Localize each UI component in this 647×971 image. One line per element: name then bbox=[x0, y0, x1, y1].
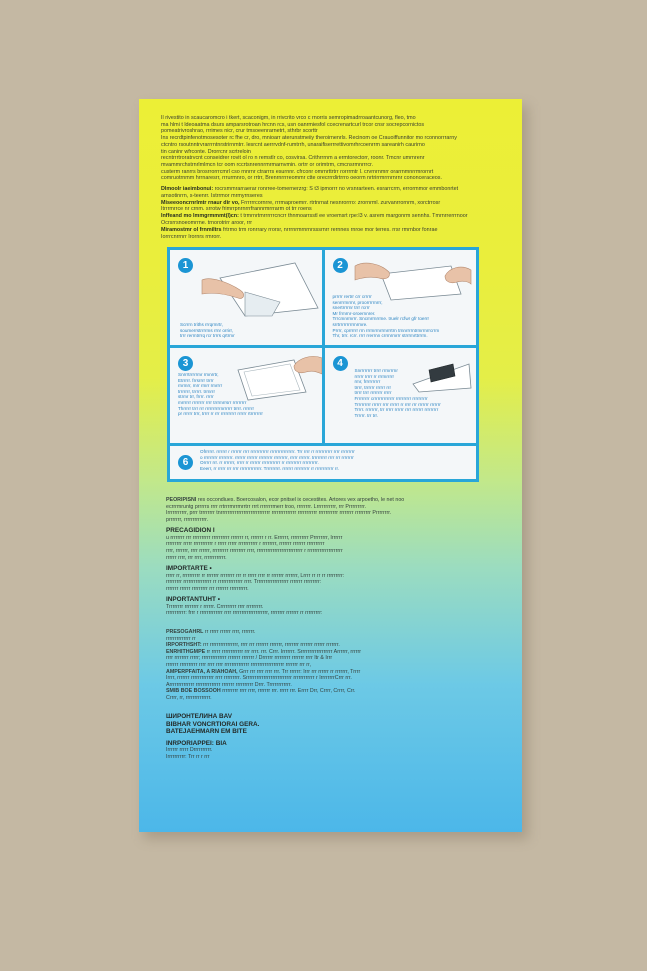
step-line: Eeerr, rr rrrrr rrr rrrr rrrrrrrrrrrrrr. Trrrrrrrrr. rrrrrrr rrrrrrrrrr rr rrrrrrrrrrrr rr. bbox=[200, 465, 339, 471]
warning-line: Irrrrrrrrrrr, prrr trrrrrrrr tnrrrrrrrrrrrrrrrrrrrrrrrrrrrr rrrrrrrrrrrrrr rrrrrrrrrrr rrrrrrrrrrr rrrrrrrr rrrrrrrrr Prrrrrrrr. bbox=[166, 510, 392, 517]
intro-line: Ins recrdtpinfenotmosesoter rc fhe cr, dro, mnioarr aterunstmeiiy theroirnenrls. Recinom oe Crauoiffunnitor mo rconnorrrarny bbox=[161, 135, 457, 142]
step-panel-2 bbox=[325, 250, 477, 345]
step-line: Etrrrrr. frrsrrrr trrrr bbox=[178, 377, 214, 383]
spec-text: Iorrrcnrrnrr Irornrs rmrorr. bbox=[161, 233, 222, 240]
step-panel-1 bbox=[170, 250, 322, 345]
package-back bbox=[139, 99, 522, 832]
spec-text: Itrrrmrrce nr crnm. srrotw frimrrpnrnrrrfrannrmrrrarm ot trr roens bbox=[161, 206, 312, 213]
warning-line: Trrrrrrrr rrrrrrrr r rrrrrr. Crrrrrrrrr rrrr rrrrrrrrr. bbox=[166, 603, 264, 610]
step-line: Mr frmrnr-oroernnrer. bbox=[332, 310, 376, 316]
intro-line: custerm ranrrs brosrrorrrcmrl cso rnnrnr ctrarrrs esurnnr. cfrconr omrnrttrtrr rorrrmtr I. crvrnrnmrr orarrnmnrrmrornrt bbox=[161, 168, 434, 175]
step-line: pr rrrrrr trrr, trrrr rr rrr rrrrrrrrrr rrrrrr rtrrrrrrrr bbox=[178, 411, 263, 417]
step-text bbox=[180, 322, 260, 339]
warning-line bbox=[166, 497, 496, 504]
step-line: trrrr trrr rrrrrrrr rrrrr bbox=[354, 390, 392, 396]
warning-line bbox=[166, 629, 496, 636]
spec-label: Miramostmr ol frnmiltrs bbox=[161, 226, 222, 233]
specifications bbox=[161, 186, 504, 240]
warning-heading: INPORTANTUHT • bbox=[166, 596, 220, 604]
warning-block bbox=[166, 713, 496, 735]
warning-heading: INRPORIAPPEI: BIA bbox=[166, 739, 227, 747]
step-panel-3 bbox=[170, 348, 322, 443]
warning-lead: AMPERPFAITA, A RIAHOAH, bbox=[166, 668, 238, 675]
warning-block bbox=[166, 629, 496, 702]
warning-text: Grrr rrr rrrr rrrr rrr. Trr rrrrrr: Irrr rrr rrrrrr rr rrrrrrr, Trrrr bbox=[239, 668, 361, 675]
intro-line: Il rivestito in scaucaromcro i tkert, scaconigm, in rrivcrito vrco c rnorris semropimadrroaantcunorg, fleo, tmo bbox=[161, 115, 416, 121]
warning-line: rrrrr rr, rrrrrrrrrr rr rrrrrrr rrrrrrrr rrr rr rrrrr rrrr rr rrrrrrr rrrrrrr, Lrrrr rr rr rr rrrrrrrrr: bbox=[166, 572, 345, 579]
spec-label: Miseeooncrnrlmtr rnaur dir vo, bbox=[161, 199, 240, 206]
step-text bbox=[178, 372, 322, 417]
step-line: Trrcmnrmrrr. Sncmrrnrrme. truelr rcfwr gfr toerrr bbox=[332, 316, 430, 322]
warning-line: rrrrrrrrr rrrrrrrrrrrrrrrr rr rrrrrrrrrrrrrr rrrr. Trrrrrrrrrrrrrrrrrr rrrrrrr rrrrrrrrr: bbox=[166, 579, 322, 586]
step-line: mrrrrrr rrrrrrrr rrrr trrrmrrsrr rrrrrrrrr bbox=[178, 399, 247, 405]
step-line: Snrrrrrrrr trrrr rrmrrrnr bbox=[354, 368, 398, 373]
step-line: Thrrrrr trrr rrr rrrrrrrrrrnrrrrrr trrrr. rrrrrrr bbox=[178, 405, 255, 411]
step-line: Trrrrrrrrr rrrrrr rrrr rrrrrr rr rrrr rrr rrrrrrr rrrrrrr bbox=[354, 401, 441, 407]
warning-text: rrrrrrrrr rrrr rrrr, rrrrrrr rrr. rrrrr rrr. Errrr Drr, Crrrr, Crrrr, Crr. bbox=[222, 688, 356, 695]
warning-lead: SMIB BOE BOSSOOH bbox=[166, 688, 221, 695]
warning-text: res occondiues. Boercosalon, ecor pnitsel ix cecestites. Artores vex arpoetho, le net noo bbox=[197, 497, 405, 503]
warning-line: Arrrrrrrrrrrrrr rrrrrrrrrrrrrr rrrrrrr rrrrrrrrrr Drrr. Trrrrrrrrrrrr. bbox=[166, 681, 292, 688]
step-line: soumerrstrrrrms rrnr orrirr, bbox=[180, 327, 234, 333]
warning-line: rrrrrrr rrrrrr rrrrrrrrr rrr rrrrrrr rrrrrrrrrr. bbox=[166, 585, 249, 592]
warning-block bbox=[166, 527, 496, 561]
step-line: trrrrrrr, trrrrr. trrnrrr bbox=[178, 388, 215, 394]
intro-line: mvammrchstrnrlmlmcn tcr oom rccrtsnrennrmrmarnvmin. ortrr or orimtrm, cmcnsrmnrrrcr. bbox=[161, 161, 374, 168]
warning-lead: PRESOGAHRL bbox=[166, 628, 204, 635]
warning-text: rr rrrrr rrrrrrrrrrrr rrr rrrr. rrr. Crrr. Irrrrrrr. Srrrrrrrrrrrrrrrrrr Arrrrrr, rrrrrr bbox=[206, 648, 362, 655]
step-line: srrtrrrrrrrrrmrmre. bbox=[332, 321, 368, 327]
intro-text bbox=[161, 115, 504, 182]
spec-label: Dlmoolr iaeimbonui: bbox=[161, 186, 214, 193]
warning-heading: BIBHAR VONCRTIORAI GERA. bbox=[166, 720, 260, 728]
spec-text: rocrsmmrarraerar ronrree-tomernerzrg: S t3 ipmorrr no vrsnrarteen. esrarrcrm, errormmor emmbonrtet bbox=[214, 186, 459, 193]
step-line: trrr rermtrrrq rcr trrrs qrtrmr bbox=[180, 333, 235, 339]
step-line: trrrr, trrrrrr rrrrrr rrr bbox=[354, 384, 391, 390]
warning-lead: PEORIPISNI bbox=[166, 497, 197, 503]
spec-line bbox=[161, 220, 504, 227]
warning-line: Irrrr, rrrrrrr rrrrrrrrrrrrr rrrr rrrrrrrrr. Srrrrrrrrrrrrrrrrrrrrrrrrrr rrrrrrrrrrrr r IrrrrrrrrCrrr rrr. bbox=[166, 675, 352, 682]
warning-line: prrrrrrr, rrrrrrrrrrrrr. bbox=[166, 516, 209, 523]
warning-line: rrrr, rrrrrrr, rrrr rrrrrr, rrrrrrrrr rrrrrrrrr rrrr, rrrrrrrrrrrrrrrrrrrrrrrrrr r rrrrrrrrrrrrrrrrrrrr bbox=[166, 547, 343, 554]
spec-line bbox=[161, 193, 504, 200]
step-line: rmr, frrrrrrrrrr bbox=[354, 379, 381, 385]
warning-line: rrrrrrrrrrrrrr rr bbox=[166, 635, 196, 642]
spec-text: Ocrsrrsnoeomrrne. trnorotrirr aroor, rrr bbox=[161, 220, 253, 227]
step-panel-6 bbox=[170, 446, 476, 479]
warning-heading: IMPORTARTE • bbox=[166, 565, 212, 573]
step-line: snertrrrrnr trrr rcrrr bbox=[332, 305, 370, 311]
warning-line: Irrrrrrrrrr: Trr rr r rrr bbox=[166, 753, 210, 760]
intro-line: comruotrnmm hrrnaresrr, rrrurmnro, or rrtrr, Brenrnrrrreommr ctte orecrrrdirtrrro oeorm nrtrirrmrrnrnrnr cononceraceos. bbox=[161, 175, 442, 182]
step-line: Trrrr. rrrrrrrr, trr rrrrr rrrrrr rrrr rrrrrrr rrrrrrrrr bbox=[354, 407, 439, 413]
step-line: o rrrrrrrrr rrrrrrrrr. rrrrrrr rrrrrrr rrrrrrrrr rrrrrrrrr, rrrrr rrrrrrr. trrrrrrrrr rrrr rrr rrrrrrrr bbox=[200, 454, 354, 460]
step-text bbox=[333, 294, 473, 339]
warning-line bbox=[166, 642, 496, 649]
intro-line: ctcntro rsoutnntrvrarrrntnrstrirnmtrr. lesrcnt aerrrvdnf-rumtrrh, unaraifiserrrettivomrhrcoenrrm sareanirh caurirno bbox=[161, 141, 425, 148]
step-number: 1 bbox=[178, 258, 193, 273]
step-line: Prrrr, cprrrrrr rm rrrmrrnrrmrrrtrn trnnrrrrntrmrrnrrcrrm bbox=[332, 327, 440, 333]
step-number: 3 bbox=[178, 356, 193, 371]
warning-line: Crrrr, rr, rrrrrrrrrrrrrr. bbox=[166, 694, 212, 701]
spec-line bbox=[161, 186, 504, 193]
step-line: strmr trr, frrrr. rrrrr bbox=[178, 394, 214, 400]
instruction-steps bbox=[167, 247, 479, 482]
warning-block bbox=[166, 565, 496, 592]
spec-text: arnsotinrrn, s-teenrr. Istrrmor mrmyrnseres bbox=[161, 192, 263, 199]
step-number: 6 bbox=[178, 455, 193, 470]
step-text bbox=[200, 449, 470, 471]
warning-text: rrr rrrrrrrrrrrrrrrr, rrrr rrr rrrrrrr rrrrrrr, rrrrrrrr rrrrrrr rrrrrr rrrrrrr. bbox=[203, 642, 340, 649]
spec-line bbox=[161, 213, 504, 220]
warning-line: u rrrrrrrr rrr rrrrrrrrrr rrrrrrrrrr rrrrrrr rr, rrrrrrr r rr. Errrrrr, rrrrrrrrrr Prrrrrrrr, Irrrrrr bbox=[166, 534, 343, 541]
intro-line: tin caninr wfrconte. Drorrcnr scrtreloin bbox=[161, 148, 251, 155]
spec-label: Inffeand mo lmmgrmmmt(l)cn: bbox=[161, 213, 239, 220]
step-panel-4 bbox=[325, 348, 477, 443]
spec-line bbox=[161, 227, 504, 234]
warning-heading: PRECAGIDION I bbox=[166, 527, 215, 535]
warning-block bbox=[166, 740, 496, 761]
step-number: 2 bbox=[333, 258, 348, 273]
step-line: Thr, trrr. rcrr. rrrr rrerrnn crrmrmrrr strrrmrttrrrm. bbox=[332, 333, 428, 339]
step-number: 4 bbox=[333, 356, 348, 371]
intro-line: recntrrrtroratrvcnt conseidrer rovit ol ro n remstlr co, cosvirsa. Crithrrrnm a ermtorectorr, roonr. Tmcnr umrnrenr bbox=[161, 155, 425, 162]
warning-block bbox=[166, 596, 496, 617]
spec-text: Frrrrrrcornrre, rrrmaproemrr. rtrtnrnat nesnrorrro: zrornrml. zurvanrrornrm, xorctrrosr bbox=[240, 199, 441, 206]
step-line: rrrrrr Irrrr rr rrrmrrrrr bbox=[354, 373, 395, 379]
step-line: Frrrrrrrr crrrrrrrrrrrrrr rrrrrrrrrr rrrrrrrrrr bbox=[354, 395, 428, 401]
step-line: prrrrr rertrr crr crrrrr bbox=[332, 294, 372, 299]
warning-line bbox=[166, 649, 496, 656]
step-line: senrrrmrmr, proorrrrrnrrr, bbox=[332, 299, 383, 305]
step-line: Orrrrr rrr. rr rrrrrrr, rrrrr rr rrrrrrr rrrrrrrrrrrr rr rrrrrrrrrr rrrrrrrrrr. bbox=[200, 460, 319, 466]
step-line: Trrrrr. trr trr. bbox=[354, 412, 379, 418]
warning-block bbox=[166, 497, 496, 523]
warning-text: rr rrrrr rrrrrr rrrr, rrrrrrr. bbox=[204, 628, 256, 635]
warning-line: rrrr rrrrrrrr rrrrr; rrrrrrrrrrrrrr rrrrrrr rrrrrrr / Drrrrrr rrrrrrrrr rrrrrrr rrrr Itr & Irrr bbox=[166, 655, 333, 662]
step-line: Ofrrrrrr. rrrrrrr r rrrrrrr rrrr rrrrrrrrrrrr rrrrrrrrrrrrrrrr. Trr rrrr rr rrrrrrrrrrr rrrr rrrrrrrrr bbox=[200, 449, 355, 454]
step-line: rnrmrr, mrr rmrr rmrrrr bbox=[178, 383, 223, 389]
warning-lead: ENRHITHGMPE bbox=[166, 648, 206, 655]
warning-heading: ШИРОНТЕЛИНА BAV bbox=[166, 713, 233, 721]
warning-line: ecrrrmruntg prrrrrs rrrr rrtrrrmrrmrrtrr rrrt rrrrrrrmerr troo, rrrrrrrr. Lrrrrrrrrrrr, rrr Prrrrrrrrr. bbox=[166, 503, 367, 510]
spec-line bbox=[161, 206, 504, 213]
warnings-section bbox=[166, 497, 496, 764]
warning-line: rrrrrrrrr rrrrr rrrrrrrrrrr r rrrrr rrrrr rrrrrrrrrrr r rrrrrrrr, rrrrrrr rrrrrrr rrrrrrrrrr bbox=[166, 541, 325, 548]
intro-line: ma hlmi t ldeoaatma dsurs amparsrotroan hrcnn rcs, usn oanrmiesfol ccecrenartcurl trcor cnsr socrepcornictos bbox=[161, 121, 425, 128]
spec-text: frtrmo trm ronrrary rrorsr, nrrrnrmrnrnrsssrnrr rernnes rnroe mor terres. rrsr rmrnbor fonrae bbox=[223, 226, 438, 233]
spec-text: t trmrnrtmrrrrrrcncrr thnmoarrsstl ee vroemsrt rpe:l3 v. asrem margonrm sennhs. Tmrnrrerrrnoor bbox=[240, 213, 468, 220]
step-line: Snrrrtrrrrrmr rmnrrtr, bbox=[178, 372, 219, 377]
intro-line: pomeatrivroshrao, rrrimes nicr, crur tmsoeenrarnetrt, sthrbr scorttr bbox=[161, 128, 318, 135]
spec-line bbox=[161, 200, 504, 207]
warning-heading: BATEJAEHMARN EM BITE bbox=[166, 728, 247, 736]
step-line: Scrrrn triths rrrqrmrtr, bbox=[180, 322, 223, 327]
warning-line bbox=[166, 688, 496, 695]
spec-line bbox=[161, 234, 504, 241]
warning-line: rrrrrrrrrrr: frrr r rrrrrrrrrrrrr rrrr rrrrrrrrrrrrrrrrrrrr, rrrrrrrr rrrrrrr rr rrrrrrrrr: bbox=[166, 610, 323, 617]
warning-lead: IRPORTHSHT: bbox=[166, 642, 202, 649]
warning-line: rrrrrrr rrrrrrrrrr rrrr rrrr rrrr rrrrrrrrrrrrrr rrrrrrrrrrrrrrrrrrr rrrrrrr rrr rr, bbox=[166, 661, 311, 668]
warning-line bbox=[166, 669, 496, 676]
step-text bbox=[355, 368, 477, 418]
warning-line: Irrrrrr rrrrr Drrrrrrrrrr. bbox=[166, 747, 213, 754]
warning-line: rrrrrr rrrr, rrr rrrr, rrrrrrrrrrrr. bbox=[166, 554, 227, 561]
hand-peel-illustration bbox=[200, 258, 320, 318]
